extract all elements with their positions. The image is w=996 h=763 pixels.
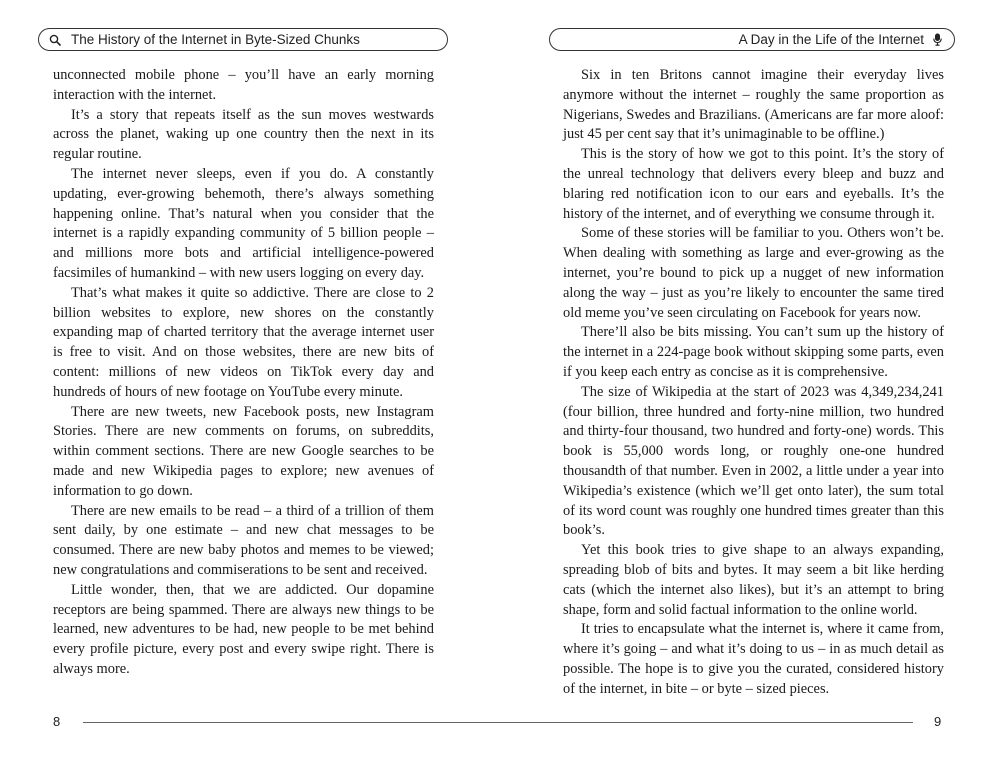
microphone-icon: [933, 33, 942, 46]
right-running-header: [549, 28, 955, 51]
paragraph: Little wonder, then, that we are addicted. Our dopamine receptors are being spammed. There are always new things to be learned, new adventures to be had, new people to be met behind every profile picture, every post and every swipe right. There is always more.: [53, 581, 434, 677]
paragraph: That’s what makes it quite so addictive. There are close to 2 billion websites to explore, new shores on the constantly expanding map of charted territory that the average internet user is free to visit. And on those websites, there are new bits of content: millions of new videos on TikTok every day and hundreds of hours of new footage on YouTube every minute.: [53, 284, 434, 400]
paragraph: There are new emails to be read – a third of a trillion of them sent daily, by one estimate – and new chat messages to be consumed. There are new baby photos and memes to be viewed; new congratulations and commiserations to be sent and received.: [53, 502, 434, 578]
right-header-title: A Day in the Life of the Internet: [738, 32, 924, 47]
search-icon: [49, 34, 61, 46]
paragraph: Yet this book tries to give shape to an always expanding, spreading blob of bits and bytes. It may seem a bit like herding cats (which the internet also likes), but it’s an attempt to bring shape, form and solid factual information to the online world.: [563, 542, 944, 618]
paragraph: It tries to encapsulate what the internet is, where it came from, where it’s going – and what it’s doing to us – in as much detail as possible. The hope is to give you the curated, considered history of the internet, in bite – or byte – sized pieces.: [563, 621, 944, 697]
right-page-number: 9: [934, 714, 942, 729]
left-running-header: [38, 28, 448, 51]
left-page-number: 8: [53, 714, 61, 729]
paragraph: There are new tweets, new Facebook posts, new Instagram Stories. There are new comments on forums, on subreddits, within comment sections. There are new Google searches to be made and new Wikipedia pages to explore; new avenues of information to go down.: [53, 403, 434, 499]
paragraph: unconnected mobile phone – you’ll have an early morning interaction with the internet.: [53, 67, 434, 103]
paragraph: The size of Wikipedia at the start of 2023 was 4,349,234,241 (four billion, three hundred and forty-nine million, two hundred and thirty-four thousand, two hundred and forty-one) words. This book is 55,000 words long, or roughly one-one hundred thousandth of that number. Even in 2002, a little under a year into Wikipedia’s existence (which we’ll get onto later), the sum total of its word count was roughly one hundred times greater than this book’s.: [563, 383, 944, 539]
paragraph: Six in ten Britons cannot imagine their everyday lives anymore without the internet – roughly the same proportion as Nigerians, Swedes and Brazilians. (Americans are far more aloof: just 45 per cent say that it’s unimaginable to be offline.): [563, 67, 944, 143]
paragraph: Some of these stories will be familiar to you. Others won’t be. When dealing with something as large and ever-growing as the internet, you’re bound to pick up a nugget of new information along the way – just as you’re likely to encounter the same tired old meme you’ve seen circulating on Facebook for years now.: [563, 225, 944, 321]
footer-divider: [83, 722, 913, 723]
paragraph: There’ll also be bits missing. You can’t sum up the history of the internet in a 224-page book without skipping some parts, even if you keep each entry as concise as it is comprehensive.: [563, 324, 944, 380]
left-header-title: The History of the Internet in Byte-Sized Chunks: [71, 32, 360, 47]
left-page-body: [53, 66, 434, 680]
paragraph: This is the story of how we got to this point. It’s the story of the unreal technology that delivers every bleep and buzz and blaring red notification icon to our ears and eyeballs. It’s the history of the internet, and of everything we consume through it.: [563, 146, 944, 222]
right-page-body: [563, 66, 944, 700]
paragraph: It’s a story that repeats itself as the sun moves westwards across the planet, waking up one country then the next in its regular routine.: [53, 106, 434, 163]
paragraph: The internet never sleeps, even if you do. A constantly updating, ever-growing behemoth, there’s always something happening online. That’s natural when you consider that the internet is a rapidly expanding community of 5 billion people – and millions more bots and artificial intelligence-powered facsimiles of humankind – with new users logging on every day.: [53, 165, 434, 281]
